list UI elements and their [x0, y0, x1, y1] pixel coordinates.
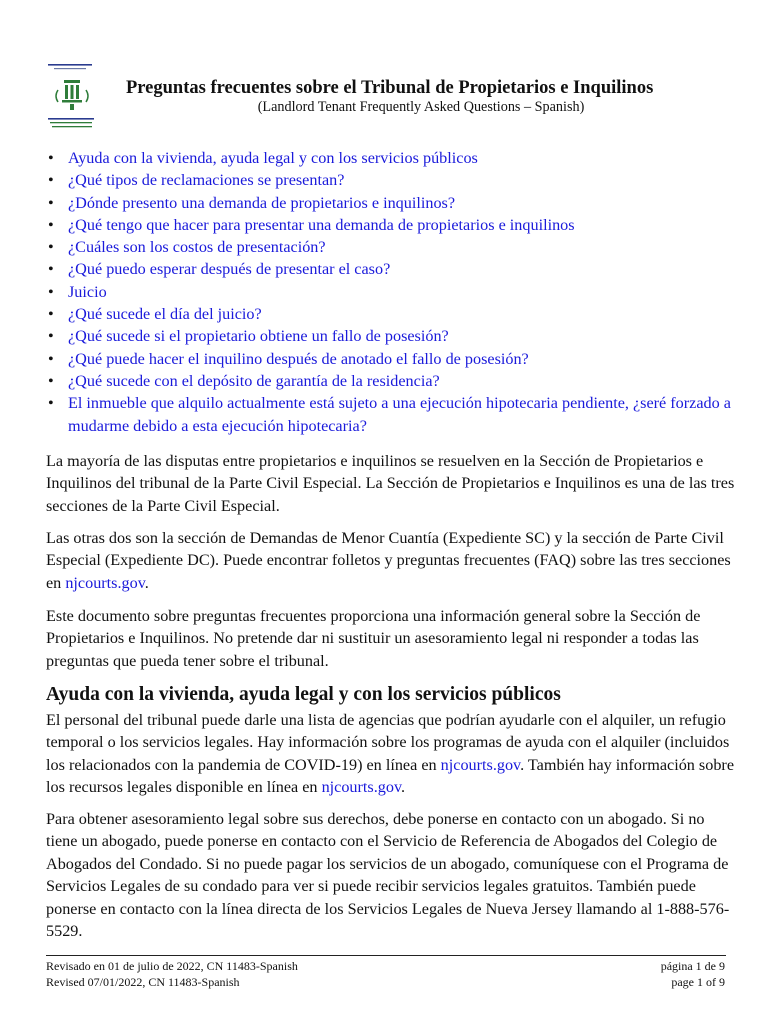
- intro-paragraph-2: [46, 527, 736, 594]
- njcourts-link-rental-assistance[interactable]: njcourts.gov: [440, 755, 521, 774]
- toc-item: [46, 147, 736, 169]
- toc-item: [46, 370, 736, 392]
- bullet-icon: •: [48, 305, 54, 324]
- page-subtitle: (Landlord Tenant Frequently Asked Questions – Spanish): [257, 99, 585, 115]
- footer-revision-spanish: Revisado en 01 de julio de 2022, CN 11483-Spanish: [46, 959, 298, 973]
- bullet-icon: •: [48, 394, 54, 413]
- section-paragraph-1-text-c: .: [401, 778, 406, 797]
- toc-link-trial-day[interactable]: ¿Qué sucede el día del juicio?: [68, 305, 262, 324]
- toc-link-tenant-after-judgment[interactable]: ¿Qué puede hacer el inquilino después de anotado el fallo de posesión?: [68, 349, 529, 368]
- bullet-icon: •: [48, 215, 54, 234]
- nj-courts-logo: [44, 62, 98, 132]
- bullet-icon: •: [48, 171, 54, 190]
- toc-link-claim-types[interactable]: ¿Qué tipos de reclamaciones se presentan?: [68, 171, 345, 190]
- footer-revision-english: Revised 07/01/2022, CN 11483-Spanish: [46, 975, 240, 989]
- intro-paragraph-2-text: Las otras dos son la sección de Demandas de Menor Cuantía (Expediente SC) y la sección de Parte Civil Especial (Expediente DC). Puede encontrar folletos y preguntas frecuentes (FAQ) sobre las tres secciones en: [46, 529, 731, 592]
- toc-list: [46, 147, 736, 437]
- intro-paragraph-2-end: .: [144, 573, 149, 592]
- footer-page-number: [661, 958, 725, 990]
- toc-link-filing-costs[interactable]: ¿Cuáles son los costos de presentación?: [68, 238, 326, 257]
- section-paragraph-1-text-a: El personal del tribunal puede darle una lista de agencias que podrían ayudarle con el alquiler, un refugio temporal o los servicios legales. Hay información sobre los programas de ayuda con el alquiler (incluidos los relacionados con la pandemia de COVID-19) en línea en: [46, 711, 730, 774]
- toc-item: [46, 348, 736, 370]
- intro-paragraph-1: La mayoría de las disputas entre propietarios e inquilinos se resuelven en la Sección de Propietarios e Inquilinos del tribunal de la Parte Civil Especial. La Sección de Propietarios e Inquilinos es una de las tres secciones de la Parte Civil Especial.: [46, 452, 735, 515]
- toc-item: [46, 303, 736, 325]
- toc-item: [46, 192, 736, 214]
- footer-divider: [46, 955, 726, 956]
- njcourts-link[interactable]: njcourts.gov: [65, 573, 145, 592]
- intro-paragraph-3: Este documento sobre preguntas frecuentes proporciona una información general sobre la Sección de Propietarios e Inquilinos. No pretende dar ni sustituir un asesoramiento legal ni responder a todas las preguntas que pueda tener sobre el tribunal.: [46, 607, 701, 670]
- njcourts-link-legal-resources[interactable]: njcourts.gov: [321, 778, 401, 797]
- toc-item: [46, 236, 736, 258]
- toc-link-after-filing[interactable]: ¿Qué puedo esperar después de presentar el caso?: [68, 260, 391, 279]
- bullet-icon: •: [48, 238, 54, 257]
- toc-link-security-deposit[interactable]: ¿Qué sucede con el depósito de garantía de la residencia?: [68, 371, 440, 390]
- bullet-icon: •: [48, 327, 54, 346]
- toc-item: [46, 325, 736, 347]
- section-paragraph-1-text-b: . También hay información sobre los recursos legales disponible en línea en: [46, 755, 734, 797]
- toc-item: [46, 392, 736, 437]
- toc-item: [46, 258, 736, 280]
- section-paragraph-1: [46, 709, 736, 799]
- toc-item: [46, 169, 736, 191]
- bullet-icon: •: [48, 149, 54, 167]
- footer-page-spanish: página 1 de 9: [660, 959, 725, 973]
- bullet-icon: •: [48, 282, 54, 301]
- toc-link-trial[interactable]: Juicio: [68, 282, 107, 301]
- toc-link-how-file[interactable]: ¿Qué tengo que hacer para presentar una demanda de propietarios e inquilinos: [68, 215, 575, 234]
- toc-link-judgment-possession[interactable]: ¿Qué sucede si el propietario obtiene un fallo de posesión?: [68, 327, 449, 346]
- toc-link-foreclosure[interactable]: El inmueble que alquilo actualmente está sujeto a una ejecución hipotecaria pendiente, ¿seré forzado a mudarme debido a esta ejecución hipotecaria?: [68, 394, 731, 435]
- page-title: Preguntas frecuentes sobre el Tribunal de Propietarios e Inquilinos: [126, 78, 654, 98]
- footer-revision: [46, 958, 298, 990]
- footer-page-english: page 1 of 9: [671, 975, 725, 989]
- toc-link-where-file[interactable]: ¿Dónde presento una demanda de propietarios e inquilinos?: [68, 193, 456, 212]
- section-heading-housing-help: Ayuda con la vivienda, ayuda legal y con los servicios públicos: [46, 684, 561, 705]
- bullet-icon: •: [48, 371, 54, 390]
- toc-item: [46, 281, 736, 303]
- bullet-icon: •: [48, 260, 54, 279]
- nj-courts-seal-icon: [44, 62, 98, 132]
- bullet-icon: •: [48, 193, 54, 212]
- toc-link-housing-help[interactable]: Ayuda con la vivienda, ayuda legal y con los servicios públicos: [68, 149, 478, 167]
- bullet-icon: •: [48, 349, 54, 368]
- toc-item: [46, 214, 736, 236]
- section-paragraph-2: Para obtener asesoramiento legal sobre sus derechos, debe ponerse en contacto con un abogado. Si no tiene un abogado, puede ponerse en contacto con el Servicio de Referencia de Abogados del Colegio de Abogados del Condado. Si no puede pagar los servicios de un abogado, comuníquese con el Programa de Servicios Legales de su condado para ver si puede recibir servicios legales gratuitos. También puede ponerse en contacto con la línea directa de los Servicios Legales de Nueva Jersey llamando al 1-888-576-5529.: [46, 810, 730, 941]
